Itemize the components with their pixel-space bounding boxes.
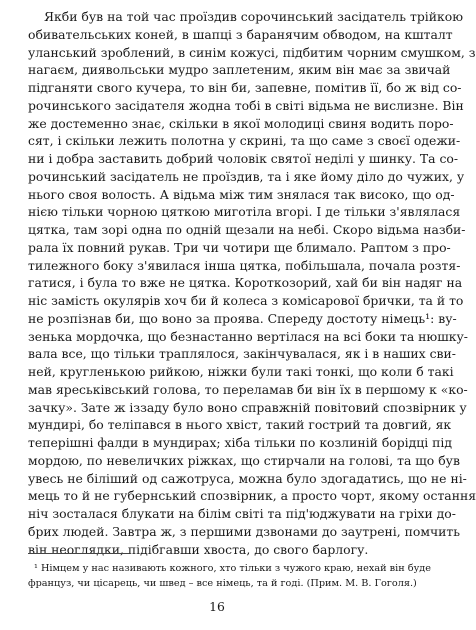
text-line: цятка, там зорі одна по одній щезали на небі. Скоро відьма назби- [28, 222, 466, 237]
text-line: він неоглядки, підібгавши хвоста, до свого барлогу. [28, 541, 369, 557]
text-line: тилежного боку з'явилася інша цятка, побільшала, почала розтя- [28, 257, 461, 273]
text-line: обивательських коней, в шапці з баранячим обводом, на кшталт [28, 26, 453, 42]
text-line: мордою, по невеличких ріжках, що стирчали на голові, та що був [28, 452, 460, 468]
text-line: нією тільки чорною цяткою миготіла вгорі. І де тільки з'являлася [28, 204, 461, 220]
text-line: увесь не біліший од сажотруса, можна було здогадатись, що не ні- [28, 470, 467, 486]
text-line: не розпізнав би, що воно за проява. Спереду достоту німець¹: ву- [28, 310, 457, 326]
text-line: зачку». Зате ж іззаду було воно справжній повітовий спозвірник у [28, 399, 467, 415]
text-line: рала їх повний рукав. Три чи чотири ще блимало. Раптом з про- [28, 239, 451, 255]
text-line: нагаєм, диявольськи мудро заплетеним, яким він має за звичай [28, 62, 451, 78]
text-line: нього своя волость. А відьма між тим знялася так високо, що од- [28, 186, 455, 202]
footnote-line: француз, чи цісарець, чи швед – все німець, та й годі. (Прим. М. В. Гоголя.) [28, 578, 417, 589]
text-line: брих людей. Завтра ж, з першими дзвонами до заутрені, помчить [28, 523, 461, 539]
page-number: 16 [209, 599, 225, 614]
text-line: же достеменно знає, скільки в якої молодиці свиня водить поро- [28, 115, 454, 131]
text-line: ни і добра заставить добрий чоловік святої неділі у шинку. Та со- [28, 151, 459, 166]
text-line: підганяти свого кучера, то він би, запевне, помітив її, бо ж від со- [28, 80, 462, 95]
text-line: вала все, що тільки траплялося, закінчувалася, як і в наших сви- [28, 346, 456, 362]
text-line: ніч зосталася блукати на білім світі та під'юджувати на гріхи до- [28, 506, 456, 521]
text-line: зенька мордочка, що безнастанно вертілася на всі боки та нюшку- [28, 328, 468, 344]
text-line: ніс замість окулярів хоч би й колеса з комісарової брички, та й то [28, 293, 464, 308]
text-line: мець то й не губернський спозвірник, а просто чорт, якому остання [28, 488, 476, 504]
text-line: рочинського засідателя жодна тобі в світі відьма не вислизне. Він [28, 97, 464, 113]
text-line: рочинський засідатель не проїздив, та і яке йому діло до чужих, у [28, 168, 465, 184]
body-text [28, 8, 476, 558]
text-line: мав яреськівський голова, то переламав би він їх в першому к «ко- [28, 381, 468, 397]
text-line: Якби був на той час проїздив сорочинський засідатель трійкою [44, 9, 463, 24]
text-line: теперішні фалди в мундирах; хіба тільки по козлиній борідці під [28, 435, 452, 450]
text-line: сят, і скільки лежить полотна у скрині, та що саме з своєї одежи- [28, 133, 461, 149]
text-line: уланський зроблений, в синім кожусі, підбитим чорним смушком, з [28, 44, 476, 60]
footnote [28, 561, 431, 591]
footnote-line: ¹ Німцем у нас називають кожного, хто тільки з чужого краю, нехай він буде [34, 563, 431, 574]
footnote-divider [28, 553, 129, 554]
text-line: мундирі, бо теліпався в нього хвіст, такий гострий та довгий, як [28, 417, 452, 433]
text-line: ней, кругленькою рийкою, ніжки були такі тонкі, що коли б такі [28, 364, 454, 379]
text-line: гатися, і була то вже не цятка. Короткозорий, хай би він надяг на [28, 275, 463, 291]
